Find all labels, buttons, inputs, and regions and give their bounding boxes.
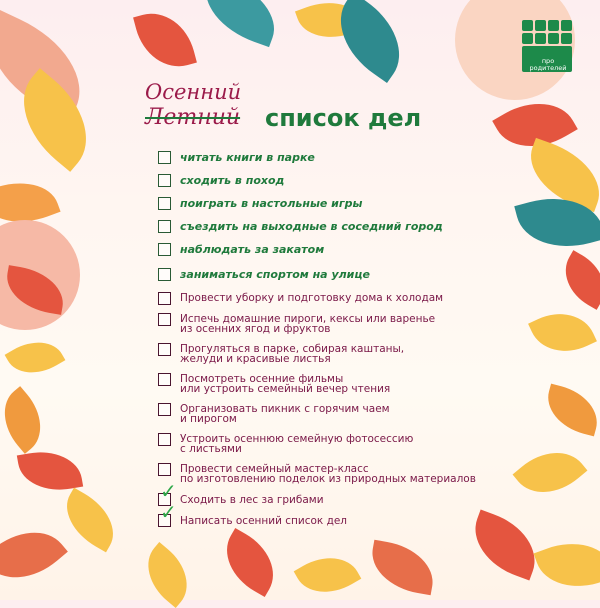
list-item: съездить на выходные в соседний город: [158, 215, 508, 238]
checkbox[interactable]: [158, 151, 171, 164]
checkbox[interactable]: [158, 433, 171, 446]
checkbox[interactable]: [158, 313, 171, 326]
page-title: список дел: [265, 104, 422, 132]
todo-list: [158, 146, 508, 531]
list-item: поиграть в настольные игры: [158, 192, 508, 215]
list-item: Прогуляться в парке, собирая каштаны, желуди и красивые листья: [158, 339, 508, 369]
logo-text-1: про: [541, 57, 555, 65]
list-item: Посмотреть осенние фильмы или устроить семейный вечер чтения: [158, 369, 508, 399]
checkmark-icon: ✓: [160, 500, 177, 524]
list-item: заниматься спортом на улице: [158, 261, 508, 287]
logo-text-2: родителей: [529, 64, 567, 72]
list-item: наблюдать за закатом: [158, 238, 508, 261]
checkmark-icon: ✓: [160, 479, 177, 503]
title-line1: Осенний: [145, 80, 242, 104]
list-item: ✓ Сходить в лес за грибами: [160, 479, 324, 506]
checkbox[interactable]: [158, 268, 171, 281]
checkbox[interactable]: [158, 463, 171, 476]
checkbox[interactable]: [158, 197, 171, 210]
checkbox[interactable]: [158, 220, 171, 233]
checkbox[interactable]: [158, 343, 171, 356]
list-item: Организовать пикник с горячим чаем и пирогом: [158, 399, 508, 429]
title-struck: Летний: [145, 105, 241, 130]
list-item: Провести уборку и подготовку дома к холодам: [158, 287, 508, 309]
checkbox[interactable]: [158, 292, 171, 305]
checkbox[interactable]: [158, 373, 171, 386]
checkbox[interactable]: [158, 243, 171, 256]
brand-logo: [518, 18, 578, 78]
checkbox[interactable]: [158, 403, 171, 416]
list-item: ✓ Написать осенний список дел: [160, 500, 348, 527]
checkbox[interactable]: [158, 174, 171, 187]
list-item: Испечь домашние пироги, кексы или варенье из осенних ягод и фруктов: [158, 309, 508, 339]
list-item: сходить в поход: [158, 169, 508, 192]
list-item: читать книги в парке: [158, 146, 508, 169]
list-item: Провести семейный мастер-класс по изготовлению поделок из природных материалов: [158, 459, 508, 489]
list-item: Устроить осеннюю семейную фотосессию с листьями: [158, 429, 508, 459]
